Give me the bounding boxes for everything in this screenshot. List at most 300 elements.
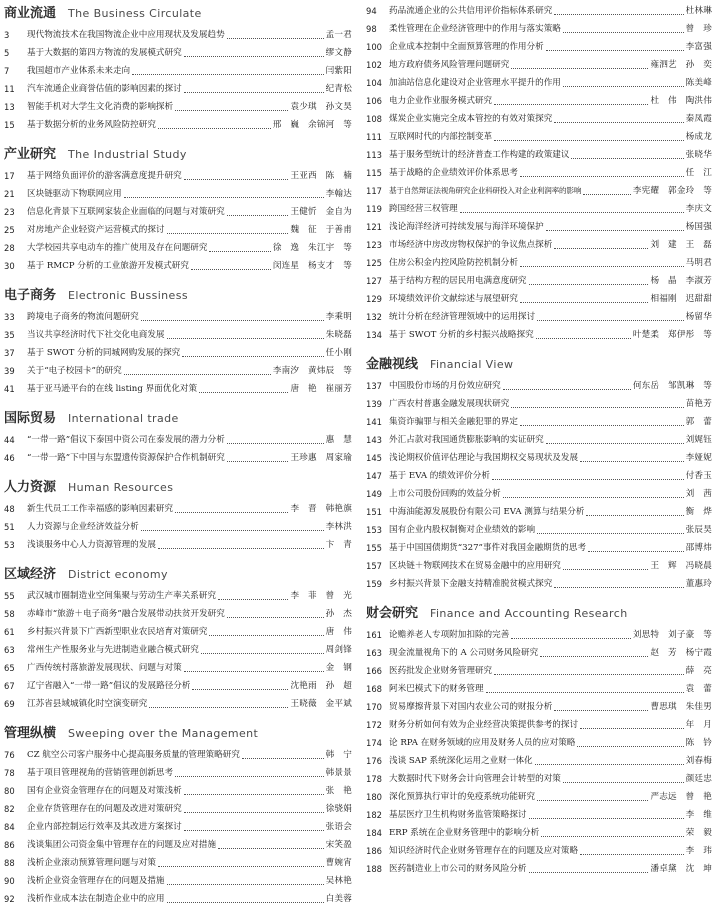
entry-title: 深化预算执行审计的免疫系统功能研究	[389, 792, 536, 802]
dot-leader	[167, 233, 289, 234]
dot-leader	[554, 587, 683, 588]
entry-title: 基于服务型统计的经济普查工作构建的政策建议	[389, 150, 570, 160]
entry-author: 李富强	[685, 42, 712, 52]
toc-entry[interactable]	[366, 218, 712, 236]
toc-entry[interactable]	[366, 326, 712, 344]
entry-author: 赵 芳 杨宁霞	[650, 648, 712, 658]
entry-page-number: 35	[4, 330, 15, 340]
entry-page-number: 78	[4, 768, 15, 778]
toc-entry[interactable]	[4, 167, 352, 185]
toc-entry[interactable]	[366, 74, 712, 92]
dot-leader	[511, 68, 648, 69]
toc-entry[interactable]	[4, 116, 352, 134]
toc-entry[interactable]	[4, 44, 352, 62]
entry-title: 论 RPA 在财务领域的应用及财务人员的应对策略	[389, 738, 576, 748]
entry-title: 互联网时代的内部控制变革	[389, 132, 493, 142]
entry-page-number: 30	[4, 261, 15, 271]
entry-title: 市场经济中房改房物权保护的争议焦点探析	[389, 240, 553, 250]
entry-author: 颜廷忠	[685, 774, 712, 784]
entry-author: 李 晋 韩艳旗	[290, 504, 352, 514]
toc-entry[interactable]	[4, 362, 352, 380]
entry-author: 李 玮	[685, 846, 712, 856]
entry-title: 基于项目管理视角的营销管理创新思考	[27, 768, 174, 778]
entry-page-number: 11	[4, 84, 15, 94]
dot-leader	[529, 284, 649, 285]
dot-leader	[503, 389, 631, 390]
toc-entry[interactable]	[4, 239, 352, 257]
entry-page-number: 15	[4, 120, 15, 130]
dot-leader	[529, 818, 684, 819]
toc-entry[interactable]	[4, 782, 352, 800]
entry-page-number: 21	[4, 189, 15, 199]
toc-entry[interactable]	[4, 326, 352, 344]
entry-page-number: 113	[366, 150, 382, 160]
toc-entry[interactable]	[4, 344, 352, 362]
toc-section	[366, 2, 712, 344]
entry-author: 韩景景	[325, 768, 352, 778]
entry-page-number: 69	[4, 699, 15, 709]
entry-author: 唐 艳 崔丽芳	[290, 384, 352, 394]
entry-author: 刘 茜	[685, 489, 712, 499]
toc-entry[interactable]	[4, 641, 352, 659]
toc-entry[interactable]	[4, 890, 352, 908]
entry-author: 唐 伟	[325, 627, 352, 637]
toc-entry[interactable]	[4, 380, 352, 398]
entry-author: 缪文静	[325, 48, 352, 58]
entry-title: 煤炭企业实施完全成本管控的有效对策探究	[389, 114, 553, 124]
toc-entry[interactable]	[366, 164, 712, 182]
entry-title: 我国超市产业体系未来走向	[27, 66, 131, 76]
entry-author: 马明君	[685, 258, 712, 268]
toc-entry[interactable]	[4, 659, 352, 677]
toc-entry[interactable]	[4, 185, 352, 203]
entry-page-number: 139	[366, 399, 382, 409]
toc-entry[interactable]	[366, 644, 712, 662]
entry-author: 杨国强	[685, 222, 712, 232]
toc-section	[366, 353, 712, 593]
section-title-cn: 产业研究	[4, 147, 57, 162]
toc-entry[interactable]	[366, 485, 712, 503]
toc-entry[interactable]	[366, 110, 712, 128]
dot-leader	[158, 548, 324, 549]
entry-author: 潘卓黛 沈 坤	[650, 864, 712, 874]
entry-author: 王珍惠 周家瑜	[290, 453, 352, 463]
entry-page-number: 163	[366, 648, 382, 658]
entry-title: 国有企业资金管理存在的问题及对策浅析	[27, 786, 182, 796]
entry-page-number: 65	[4, 663, 15, 673]
toc-entry[interactable]	[4, 80, 352, 98]
entry-title: 基于网络负面评价的游客满意度提升研究	[27, 171, 182, 181]
entry-author: 韩 宁	[325, 750, 352, 760]
dot-leader	[554, 122, 683, 123]
entry-author: 衡 烨	[685, 507, 712, 517]
toc-entry[interactable]	[366, 20, 712, 38]
entry-page-number: 94	[366, 6, 377, 16]
toc-entry[interactable]	[4, 257, 352, 275]
toc-entry[interactable]	[366, 200, 712, 218]
entry-title: 赤峰市“旅游＋电子商务”融合发展带动扶贫开发研究	[27, 609, 225, 619]
toc-entry[interactable]	[366, 182, 712, 200]
dot-leader	[583, 194, 631, 195]
entry-author: 杨成龙	[685, 132, 712, 142]
entry-author: 孟一君	[325, 30, 352, 40]
entry-page-number: 80	[4, 786, 15, 796]
toc-entry[interactable]	[366, 539, 712, 557]
entry-title: 现金流量视角下的 A 公司财务风险研究	[389, 648, 539, 658]
dot-leader	[546, 443, 684, 444]
toc-entry[interactable]	[366, 806, 712, 824]
entry-author: 白美蓉	[325, 894, 352, 904]
entry-title: 广西传统村落旅游发展现状、问题与对策	[27, 663, 182, 673]
entry-page-number: 188	[366, 864, 382, 874]
entry-page-number: 134	[366, 330, 382, 340]
dot-leader	[209, 251, 270, 252]
dot-leader	[192, 689, 288, 690]
entry-title: 广西农村普惠金融发展现状研究	[389, 399, 510, 409]
dot-leader	[175, 776, 324, 777]
dot-leader	[577, 746, 683, 747]
entry-page-number: 147	[366, 471, 382, 481]
entry-title: 大数据时代下财务会计向管理会计转型的对策	[389, 774, 561, 784]
dot-leader	[149, 707, 288, 708]
entry-author: 刘 建 王 磊	[650, 240, 712, 250]
entry-title: 基于自然辩证法视角研究企业科研投入对企业利润率的影响	[389, 186, 582, 195]
dot-leader	[540, 656, 648, 657]
toc-entry[interactable]	[366, 236, 712, 254]
toc-entry[interactable]	[4, 677, 352, 695]
entry-page-number: 166	[366, 666, 382, 676]
toc-right-column	[366, 2, 712, 878]
toc-entry[interactable]	[4, 203, 352, 221]
dot-leader	[124, 197, 324, 198]
entry-title: 浅析企业资金管理存在的问题及措施	[27, 876, 165, 886]
dot-leader	[141, 530, 324, 531]
entry-title: 加油站信息化建设对企业管理水平提升的作用	[389, 78, 561, 88]
entry-author: 宋笑盈	[325, 840, 352, 850]
toc-entry[interactable]	[366, 698, 712, 716]
toc-entry[interactable]	[366, 290, 712, 308]
dot-leader	[184, 794, 324, 795]
dot-leader	[571, 158, 683, 159]
entry-author: 李 菲 曾 光	[290, 591, 352, 601]
dot-leader	[563, 569, 649, 570]
toc-entry[interactable]	[366, 146, 712, 164]
toc-entry[interactable]	[4, 500, 352, 518]
entry-page-number: 55	[4, 591, 15, 601]
entry-author: 杨 晶 李淑芳	[650, 276, 712, 286]
toc-section	[366, 602, 712, 878]
entry-author: 何东岳 邹凯琳 等	[632, 381, 712, 391]
entry-author: 秦凤霞	[685, 114, 712, 124]
toc-entry[interactable]	[366, 377, 712, 395]
section-title-cn: 区域经济	[4, 567, 57, 582]
dot-leader	[182, 356, 323, 357]
entry-title: “一带一路”下中国与东盟遗传资源保护合作机制研究	[27, 453, 225, 463]
entry-author: 金 钢	[325, 663, 352, 673]
dot-leader	[520, 266, 684, 267]
toc-entry[interactable]	[4, 431, 352, 449]
dot-leader	[554, 248, 648, 249]
toc-entry[interactable]	[366, 38, 712, 56]
toc-entry[interactable]	[366, 842, 712, 860]
dot-leader	[184, 830, 324, 831]
dot-leader	[184, 812, 324, 813]
entry-title: 浅谈 SAP 系统深化运用之业财一体化	[389, 756, 533, 766]
dot-leader	[209, 635, 323, 636]
dot-leader	[586, 515, 683, 516]
entry-page-number: 143	[366, 435, 382, 445]
entry-page-number: 90	[4, 876, 15, 886]
entry-author: 严志远 曾 艳	[650, 792, 712, 802]
toc-entry[interactable]	[366, 449, 712, 467]
dot-leader	[167, 338, 324, 339]
toc-entry[interactable]	[366, 467, 712, 485]
toc-entry[interactable]	[366, 734, 712, 752]
entry-page-number: 108	[366, 114, 382, 124]
section-heading	[4, 476, 352, 497]
entry-title: 乡村振兴背景下广西新型职业农民培育对策研究	[27, 627, 208, 637]
entry-author: 郭 蕾	[685, 417, 712, 427]
toc-entry[interactable]	[366, 92, 712, 110]
entry-author: 卞 青	[325, 540, 352, 550]
section-title-cn: 国际贸易	[4, 411, 57, 426]
entry-page-number: 28	[4, 243, 15, 253]
entry-author: 袁 蕾	[685, 684, 712, 694]
dot-leader	[199, 392, 288, 393]
entry-page-number: 184	[366, 828, 382, 838]
toc-entry[interactable]	[366, 860, 712, 878]
entry-title: 武汉城市圈制造业空间集聚与劳动生产率关系研究	[27, 591, 217, 601]
section-title-cn: 金融视线	[366, 357, 419, 372]
section-heading	[366, 353, 712, 374]
toc-entry[interactable]	[366, 254, 712, 272]
entry-title: 医药制造业上市公司的财务风险分析	[389, 864, 527, 874]
entry-page-number: 58	[4, 609, 15, 619]
entry-author: 曹思琪 朱佳男	[650, 702, 712, 712]
entry-title: 信息化背景下互联网家装企业面临的问题与对策研究	[27, 207, 225, 217]
toc-entry[interactable]	[366, 626, 712, 644]
dot-leader	[546, 50, 684, 51]
entry-title: 基于数据分析的业务风险防控研究	[27, 120, 156, 130]
entry-page-number: 151	[366, 507, 382, 517]
dot-leader	[218, 599, 288, 600]
toc-entry[interactable]	[4, 605, 352, 623]
entry-author: 王亚西 陈 楠	[290, 171, 352, 181]
dot-leader	[536, 338, 631, 339]
toc-entry[interactable]	[4, 854, 352, 872]
toc-entry[interactable]	[4, 26, 352, 44]
entry-page-number: 17	[4, 171, 15, 181]
entry-title: 浅论海洋经济可持续发展与海洋环境保护	[389, 222, 544, 232]
toc-entry[interactable]	[366, 521, 712, 539]
toc-entry[interactable]	[4, 587, 352, 605]
section-title-en: The Industrial Study	[68, 148, 187, 161]
toc-entry[interactable]	[4, 308, 352, 326]
toc-entry[interactable]	[366, 788, 712, 806]
entry-author: 董惠玲	[685, 579, 712, 589]
entry-author: 李娅妮	[685, 453, 712, 463]
entry-title: 企业内部控制运行效率及其改进方案探讨	[27, 822, 182, 832]
entry-page-number: 67	[4, 681, 15, 691]
dot-leader	[218, 848, 324, 849]
toc-entry[interactable]	[366, 680, 712, 698]
entry-page-number: 176	[366, 756, 382, 766]
toc-entry[interactable]	[366, 395, 712, 413]
toc-entry[interactable]	[366, 575, 712, 593]
toc-entry[interactable]	[366, 557, 712, 575]
entry-author: 曹婉宵	[325, 858, 352, 868]
dot-leader	[520, 176, 684, 177]
entry-title: 地方政府债务风险管理问题研究	[389, 60, 510, 70]
dot-leader	[511, 638, 631, 639]
entry-title: 区块链＋物联网技术在贸易金融中的应用研究	[389, 561, 561, 571]
entry-author: 邵博炜	[685, 543, 712, 553]
entry-page-number: 102	[366, 60, 382, 70]
section-heading	[4, 143, 352, 164]
dot-leader	[580, 854, 684, 855]
entry-title: 环境绩效评价文献综述与展望研究	[389, 294, 518, 304]
entry-author: 孙 杰	[325, 609, 352, 619]
entry-page-number: 119	[366, 204, 382, 214]
dot-leader	[158, 866, 324, 867]
dot-leader	[511, 407, 683, 408]
entry-author: 荣 毅	[685, 828, 712, 838]
toc-entry[interactable]	[4, 800, 352, 818]
toc-entry[interactable]	[366, 56, 712, 74]
toc-entry[interactable]	[4, 695, 352, 713]
entry-author: 张语会	[325, 822, 352, 832]
dot-leader	[503, 497, 684, 498]
entry-page-number: 115	[366, 168, 382, 178]
dot-leader	[588, 551, 684, 552]
entry-page-number: 153	[366, 525, 382, 535]
entry-title: 阿米巴模式下的财务管理	[389, 684, 484, 694]
entry-page-number: 44	[4, 435, 15, 445]
dot-leader	[227, 215, 289, 216]
dot-leader	[486, 692, 684, 693]
entry-page-number: 172	[366, 720, 382, 730]
entry-title: 浅谈集团公司资金集中管理存在的问题及应对措施	[27, 840, 217, 850]
dot-leader	[242, 758, 324, 759]
toc-entry[interactable]	[366, 662, 712, 680]
entry-author: 王健忻 金自为	[290, 207, 352, 217]
entry-author: 李林洪	[325, 522, 352, 532]
section-title-en: The Business Circulate	[68, 7, 202, 20]
entry-title: 常州生产性服务业与先进制造业融合模式研究	[27, 645, 199, 655]
entry-title: 对房地产企业轻资产运营模式的探讨	[27, 225, 165, 235]
entry-title: 浅论期权价值评估理论与我国期权交易现状及发展	[389, 453, 579, 463]
entry-title: 智能手机对大学生文化消费的影响探析	[27, 102, 174, 112]
entry-page-number: 180	[366, 792, 382, 802]
entry-page-number: 186	[366, 846, 382, 856]
entry-title: 基于结构方程的居民用电满意度研究	[389, 276, 527, 286]
entry-title: 中海油能源发展股份有限公司 EVA 测算与结果分析	[389, 507, 585, 517]
section-heading	[4, 284, 352, 305]
toc-entry[interactable]	[4, 518, 352, 536]
dot-leader	[175, 512, 288, 513]
toc-entry[interactable]	[4, 818, 352, 836]
toc-entry[interactable]	[366, 431, 712, 449]
toc-entry[interactable]	[4, 221, 352, 239]
toc-entry[interactable]	[4, 764, 352, 782]
entry-title: ERP 系统在企业财务管理中的影响分析	[389, 828, 540, 838]
toc-entry[interactable]	[4, 449, 352, 467]
toc-section	[4, 476, 352, 554]
dot-leader	[546, 230, 684, 231]
toc-entry[interactable]	[366, 752, 712, 770]
entry-author: 杨留华	[685, 312, 712, 322]
dot-leader	[554, 710, 648, 711]
toc-entry[interactable]	[4, 623, 352, 641]
entry-author: 年 月	[685, 720, 712, 730]
section-heading	[4, 563, 352, 584]
entry-title: 浅析企业滚动预算管理问题与对策	[27, 858, 156, 868]
entry-page-number: 92	[4, 894, 15, 904]
entry-title: 国有企业内股权制衡对企业绩效的影响	[389, 525, 536, 535]
entry-title: 基于 SWOT 分析的同城网购发展的探究	[27, 348, 181, 358]
toc-entry[interactable]	[366, 2, 712, 20]
dot-leader	[167, 902, 324, 903]
entry-page-number: 170	[366, 702, 382, 712]
entry-title: 集资诈骗罪与相关金融犯罪的界定	[389, 417, 518, 427]
toc-entry[interactable]	[366, 413, 712, 431]
entry-title: 当议共享经济时代下社交化电商发展	[27, 330, 165, 340]
entry-page-number: 121	[366, 222, 382, 232]
section-title-en: Human Resources	[68, 481, 174, 494]
toc-entry[interactable]	[4, 98, 352, 116]
entry-title: 跨国经营三权管理	[389, 204, 458, 214]
toc-entry[interactable]	[366, 716, 712, 734]
dot-leader	[541, 836, 683, 837]
entry-page-number: 25	[4, 225, 15, 235]
toc-entry[interactable]	[4, 62, 352, 80]
toc-entry[interactable]	[4, 836, 352, 854]
entry-author: 李翰达	[325, 189, 352, 199]
entry-author: 雍泗艺 孙 奕	[650, 60, 712, 70]
toc-entry[interactable]	[366, 824, 712, 842]
toc-entry[interactable]	[4, 536, 352, 554]
dot-leader	[492, 479, 684, 480]
entry-title: 企业成本控制中全面预算管理的作用分析	[389, 42, 544, 52]
section-title-en: District economy	[68, 568, 168, 581]
dot-leader	[535, 764, 684, 765]
toc-entry[interactable]	[366, 272, 712, 290]
dot-leader	[494, 674, 683, 675]
entry-page-number: 3	[4, 30, 10, 40]
entry-author: 闫紫阳	[325, 66, 352, 76]
entry-page-number: 149	[366, 489, 382, 499]
entry-author: 杜林琳	[685, 6, 712, 16]
entry-title: 跨境电子商务的物流问题研究	[27, 312, 139, 322]
entry-title: 柔性管理在企业经济管理中的作用与落实策略	[389, 24, 561, 34]
toc-entry[interactable]	[4, 746, 352, 764]
dot-leader	[529, 872, 649, 873]
toc-entry[interactable]	[366, 770, 712, 788]
toc-entry[interactable]	[366, 128, 712, 146]
entry-page-number: 5	[4, 48, 10, 58]
entry-author: 相福刚 迟甜甜	[650, 294, 712, 304]
entry-author: 李乘明	[325, 312, 352, 322]
entry-page-number: 76	[4, 750, 15, 760]
entry-page-number: 23	[4, 207, 15, 217]
toc-entry[interactable]	[366, 503, 712, 521]
entry-title: 基于亚马逊平台的在线 listing 界面优化对策	[27, 384, 198, 394]
entry-author: 王晓薇 金平斌	[290, 699, 352, 709]
entry-page-number: 46	[4, 453, 15, 463]
toc-section	[4, 407, 352, 467]
toc-entry[interactable]	[4, 872, 352, 890]
toc-entry[interactable]	[366, 308, 712, 326]
